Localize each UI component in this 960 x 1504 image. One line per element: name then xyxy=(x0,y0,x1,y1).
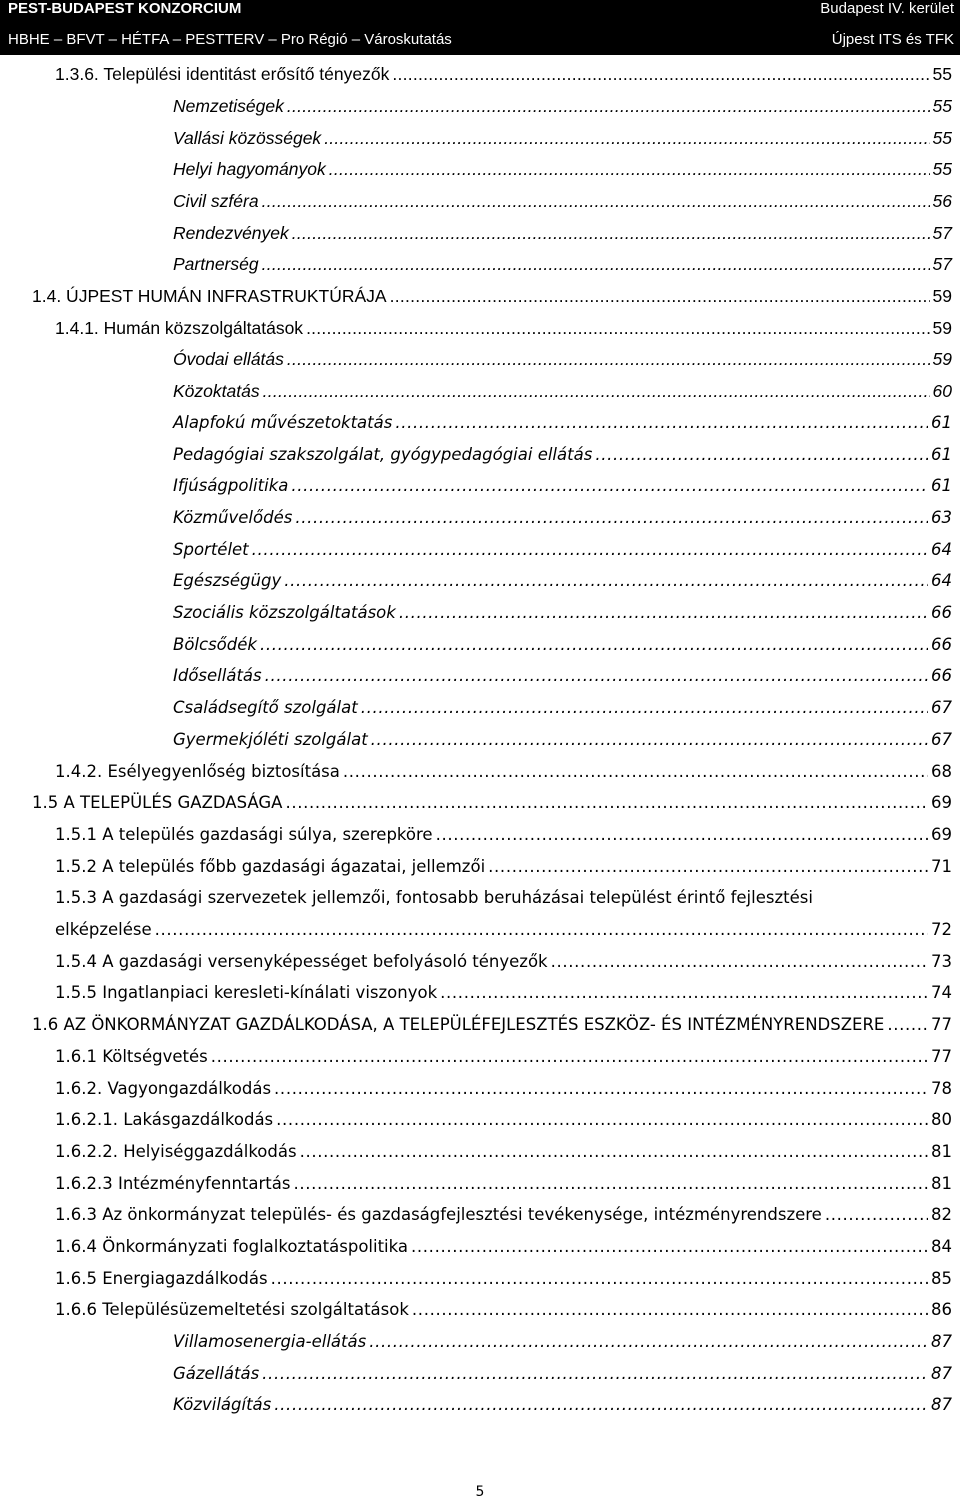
dot-leader xyxy=(291,474,928,498)
dot-leader xyxy=(295,506,928,530)
toc-entry-title: Gázellátás xyxy=(173,1364,260,1383)
toc-entry-title: Rendezvények xyxy=(173,223,289,243)
dot-leader xyxy=(343,760,928,784)
dot-leader xyxy=(412,1298,928,1322)
toc-entry-title: Alapfokú művészetoktatás xyxy=(173,413,393,432)
document-name: Újpest ITS és TFK xyxy=(831,31,954,48)
toc-entry[interactable] xyxy=(173,506,952,530)
dot-leader xyxy=(595,443,928,467)
toc-page-number: 57 xyxy=(932,223,952,243)
dot-leader xyxy=(395,411,928,435)
district-name: Budapest IV. kerület xyxy=(820,0,954,17)
toc-entry-title: Közoktatás xyxy=(173,381,260,401)
toc-entry[interactable] xyxy=(55,950,952,974)
toc-page-number: 55 xyxy=(932,128,952,148)
toc-entry[interactable] xyxy=(173,633,952,657)
dot-leader xyxy=(293,1172,928,1196)
toc-entry[interactable] xyxy=(173,664,952,688)
toc-entry[interactable] xyxy=(173,252,952,276)
toc-entry-title: 1.6.4 Önkormányzati foglalkoztatáspolitika xyxy=(55,1237,409,1256)
toc-entry-title: Idősellátás xyxy=(173,666,262,685)
toc-entry[interactable] xyxy=(55,1298,952,1322)
toc-page-number: 86 xyxy=(931,1300,952,1319)
toc-entry-title: Partnerség xyxy=(173,254,259,274)
dot-leader xyxy=(436,823,928,847)
dot-leader xyxy=(551,950,928,974)
dot-leader xyxy=(276,1108,928,1132)
toc-entry-title: 1.3.6. Települési identitást erősítő tényezők xyxy=(55,64,390,84)
dot-leader xyxy=(262,189,930,213)
toc-page-number: 59 xyxy=(932,318,952,338)
toc-entry-title: Közvilágítás xyxy=(173,1395,272,1414)
toc-entry[interactable] xyxy=(55,316,952,340)
toc-page-number: 69 xyxy=(931,825,952,844)
toc-entry-title: Sportélet xyxy=(173,540,249,559)
toc-entry[interactable] xyxy=(55,855,952,879)
toc-entry-title: 1.6 AZ ÖNKORMÁNYZAT GAZDÁLKODÁSA, A TELEPÜLÉFEJLESZTÉS ESZKÖZ- ÉS INTÉZMÉNYRENDSZERE xyxy=(32,1015,885,1034)
toc-entry-title: 1.6.2. Vagyongazdálkodás xyxy=(55,1079,272,1098)
toc-entry-title: 1.6.5 Energiagazdálkodás xyxy=(55,1269,268,1288)
toc-page-number: 73 xyxy=(931,952,952,971)
toc-page-number: 55 xyxy=(932,64,952,84)
toc-entry-title: 1.4.1. Humán közszolgáltatások xyxy=(55,318,304,338)
dot-leader xyxy=(287,347,930,371)
toc-page-number: 74 xyxy=(931,983,952,1002)
toc-entry-title: Bölcsődék xyxy=(173,635,257,654)
toc-page-number: 64 xyxy=(931,540,952,559)
toc-entry-title: Óvodai ellátás xyxy=(173,349,284,369)
toc-entry-title: Vallási közösségek xyxy=(173,128,322,148)
toc-entry[interactable] xyxy=(55,1235,952,1259)
toc-page-number: 56 xyxy=(932,191,952,211)
toc-page-number: 57 xyxy=(932,254,952,274)
toc-entry[interactable] xyxy=(173,601,952,625)
toc-page-number: 80 xyxy=(931,1110,952,1129)
toc-entry-title: Közművelődés xyxy=(173,508,293,527)
toc-entry[interactable] xyxy=(173,221,952,245)
toc-entry[interactable] xyxy=(32,791,952,815)
dot-leader xyxy=(392,62,929,86)
toc-page-number: 61 xyxy=(931,445,952,464)
toc-page-number: 78 xyxy=(931,1079,952,1098)
consortium-name: PEST-BUDAPEST KONZORCIUM xyxy=(8,0,242,17)
toc-page-number: 71 xyxy=(931,857,952,876)
dot-leader xyxy=(265,664,928,688)
toc-entry[interactable] xyxy=(173,379,952,403)
toc-page-number: 87 xyxy=(931,1364,952,1383)
toc-entry[interactable] xyxy=(55,1045,952,1069)
toc-page-number: 60 xyxy=(932,381,952,401)
dot-leader xyxy=(211,1045,928,1069)
dot-leader xyxy=(300,1140,928,1164)
dot-leader xyxy=(271,1267,928,1291)
toc-entry[interactable] xyxy=(173,1362,952,1386)
toc-page-number: 69 xyxy=(931,793,952,812)
toc-entry-title: 1.5.4 A gazdasági versenyképességet befolyásoló tényezők xyxy=(55,952,548,971)
toc-page-number: 66 xyxy=(931,603,952,622)
dot-leader xyxy=(390,284,930,308)
toc-page-number: 77 xyxy=(931,1047,952,1066)
toc-page-number: 59 xyxy=(932,286,952,306)
dot-leader xyxy=(260,633,928,657)
toc-page-number: 87 xyxy=(931,1332,952,1351)
toc-page-number: 61 xyxy=(931,476,952,495)
toc-page-number: 59 xyxy=(932,349,952,369)
toc-entry-title: Pedagógiai szakszolgálat, gyógypedagógiai ellátás xyxy=(173,445,593,464)
toc-entry[interactable] xyxy=(55,981,952,1005)
dot-leader xyxy=(399,601,928,625)
dot-leader xyxy=(411,1235,928,1259)
toc-entry[interactable] xyxy=(55,1108,952,1132)
toc-entry[interactable] xyxy=(55,1077,952,1101)
toc-page-number: 67 xyxy=(931,730,952,749)
toc-page-number: 63 xyxy=(931,508,952,527)
toc-entry-title: 1.5.2 A település főbb gazdasági ágazatai, jellemzői xyxy=(55,857,486,876)
dot-leader xyxy=(155,918,928,942)
dot-leader xyxy=(292,221,930,245)
toc-page-number: 66 xyxy=(931,666,952,685)
toc-page-number: 81 xyxy=(931,1174,952,1193)
toc-entry[interactable] xyxy=(173,126,952,150)
dot-leader xyxy=(825,1203,928,1227)
dot-leader xyxy=(274,1077,928,1101)
toc-entry[interactable] xyxy=(55,1140,952,1164)
toc-entry-title[interactable]: 1.5.3 A gazdasági szervezetek jellemzői, fontosabb beruházásai települést érintő fejlesztési xyxy=(55,888,813,907)
dot-leader xyxy=(369,1330,928,1354)
dot-leader xyxy=(287,94,930,118)
toc-entry-title: Gyermekjóléti szolgálat xyxy=(173,730,368,749)
toc-page-number: 64 xyxy=(931,571,952,590)
dot-leader xyxy=(488,855,928,879)
toc-entry[interactable] xyxy=(55,918,952,942)
toc-entry-title: Nemzetiségek xyxy=(173,96,284,116)
toc-entry[interactable] xyxy=(173,347,952,371)
toc-entry-title: 1.6.3 Az önkormányzat település- és gazdaságfejlesztési tevékenysége, intézményrendszere xyxy=(55,1205,822,1224)
toc-entry[interactable] xyxy=(173,569,952,593)
toc-entry[interactable] xyxy=(173,443,952,467)
dot-leader xyxy=(887,1013,928,1037)
toc-entry[interactable] xyxy=(173,728,952,752)
toc-page-number: 61 xyxy=(931,413,952,432)
toc-page-number: 67 xyxy=(931,698,952,717)
toc-page-number: 82 xyxy=(931,1205,952,1224)
dot-leader xyxy=(440,981,928,1005)
toc-entry[interactable] xyxy=(173,1330,952,1354)
toc-page-number: 85 xyxy=(931,1269,952,1288)
toc-entry[interactable] xyxy=(55,62,952,86)
toc-entry-title: 1.6.6 Településüzemeltetési szolgáltatások xyxy=(55,1300,409,1319)
toc-entry-title: Családsegítő szolgálat xyxy=(173,698,358,717)
toc-entry[interactable] xyxy=(32,284,952,308)
toc-entry-title: 1.4.2. Esélyegyenlőség biztosítása xyxy=(55,762,340,781)
toc-page-number: 77 xyxy=(931,1015,952,1034)
toc-entry-title: 1.6.2.2. Helyiséggazdálkodás xyxy=(55,1142,297,1161)
toc-entry-title: Helyi hagyományok xyxy=(173,159,326,179)
toc-page-number: 87 xyxy=(931,1395,952,1414)
toc-entry[interactable] xyxy=(173,474,952,498)
toc-entry-title: 1.6.2.1. Lakásgazdálkodás xyxy=(55,1110,274,1129)
toc-entry-title: 1.5.5 Ingatlanpiaci keresleti-kínálati viszonyok xyxy=(55,983,438,1002)
toc-page-number: 66 xyxy=(931,635,952,654)
toc-entry-title: 1.5.1 A település gazdasági súlya, szerepköre xyxy=(55,825,433,844)
toc-entry[interactable] xyxy=(55,1203,952,1227)
toc-page-number: 72 xyxy=(931,920,952,939)
toc-entry-title: 1.4. ÚJPEST HUMÁN INFRASTRUKTÚRÁJA xyxy=(32,286,387,306)
page-header xyxy=(0,0,960,55)
dot-leader xyxy=(285,791,928,815)
toc-entry[interactable] xyxy=(55,823,952,847)
toc-entry-title: elképzelése xyxy=(55,920,152,939)
toc-entry[interactable] xyxy=(173,94,952,118)
toc-entry[interactable] xyxy=(173,189,952,213)
toc-entry-title: 1.6.1 Költségvetés xyxy=(55,1047,208,1066)
toc-entry-title: Ifjúságpolitika xyxy=(173,476,289,495)
dot-leader xyxy=(284,569,928,593)
toc-page-number: 68 xyxy=(931,762,952,781)
dot-leader xyxy=(329,157,930,181)
toc-entry-title: Civil szféra xyxy=(173,191,259,211)
toc-entry-title: Egészségügy xyxy=(173,571,282,590)
toc-entry[interactable] xyxy=(55,1172,952,1196)
dot-leader xyxy=(324,126,929,150)
dot-leader xyxy=(262,252,930,276)
toc-page-number: 84 xyxy=(931,1237,952,1256)
dot-leader xyxy=(371,728,928,752)
toc-page-number: 55 xyxy=(932,96,952,116)
dot-leader xyxy=(252,538,928,562)
toc-entry-title: Szociális közszolgáltatások xyxy=(173,603,396,622)
dot-leader xyxy=(262,1362,928,1386)
toc-entry[interactable] xyxy=(173,411,952,435)
partner-list: HBHE – BFVT – HÉTFA – PESTTERV – Pro Régió – Városkutatás xyxy=(8,31,452,48)
toc-entry[interactable] xyxy=(55,1267,952,1291)
toc-entry[interactable] xyxy=(173,696,952,720)
toc-entry[interactable] xyxy=(173,538,952,562)
toc-page-number: 81 xyxy=(931,1142,952,1161)
toc-entry[interactable] xyxy=(173,157,952,181)
toc-entry[interactable] xyxy=(55,760,952,784)
dot-leader xyxy=(306,316,929,340)
toc-page-number: 55 xyxy=(932,159,952,179)
toc-entry[interactable] xyxy=(173,1393,952,1417)
toc-entry-title: 1.6.2.3 Intézményfenntartás xyxy=(55,1174,291,1193)
dot-leader xyxy=(274,1393,928,1417)
dot-leader xyxy=(263,379,930,403)
toc-entry-title: Villamosenergia-ellátás xyxy=(173,1332,367,1351)
toc-entry[interactable] xyxy=(32,1013,952,1037)
toc-entry-title: 1.5 A TELEPÜLÉS GAZDASÁGA xyxy=(32,793,283,812)
page-number: 5 xyxy=(475,1484,485,1500)
dot-leader xyxy=(361,696,928,720)
